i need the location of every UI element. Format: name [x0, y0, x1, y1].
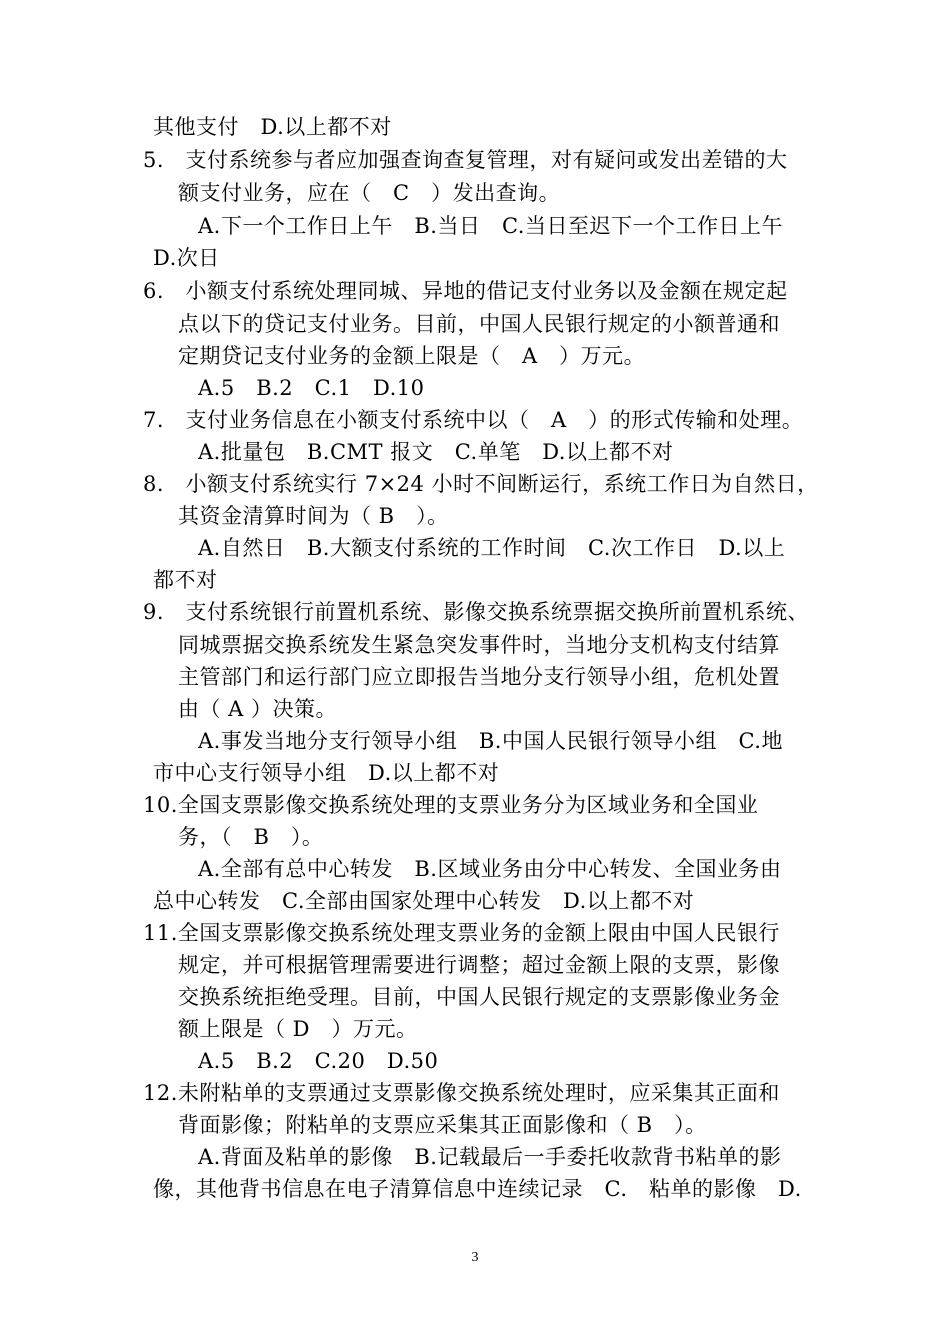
question-7-line-1: 7. 支付业务信息在小额支付系统中以（ A ）的形式传输和处理。 — [143, 408, 804, 432]
question-8-options-cont: 都不对 — [153, 568, 218, 592]
question-8-line-2: 其资金清算时间为（ B ）。 — [178, 504, 449, 528]
question-12-options-cont: 像，其他背书信息在电子清算信息中连续记录 C. 粘单的影像 D. — [153, 1177, 802, 1201]
question-5-line-1: 5. 支付系统参与者应加强查询查复管理，对有疑问或发出差错的大 — [143, 148, 788, 172]
question-5-options: A.下一个工作日上午 B.当日 C.当日至迟下一个工作日上午 — [198, 214, 783, 238]
question-10-options-cont: 总中心转发 C.全部由国家处理中心转发 D.以上都不对 — [153, 889, 695, 913]
question-11-line-3: 交换系统拒绝受理。目前，中国人民银行规定的支票影像业务金 — [178, 985, 780, 1009]
question-9-options: A.事发当地分支行领导小组 B.中国人民银行领导小组 C.地 — [198, 729, 783, 753]
question-12-line-1: 12.未附粘单的支票通过支票影像交换系统处理时，应采集其正面和 — [143, 1081, 780, 1105]
question-6-line-3: 定期贷记支付业务的金额上限是（ A ）万元。 — [178, 344, 646, 368]
question-9-options-cont: 市中心支行领导小组 D.以上都不对 — [153, 761, 500, 785]
question-9-line-3: 主管部门和运行部门应立即报告当地分支行领导小组，危机处置 — [178, 665, 780, 689]
page-number: 3 — [471, 1250, 479, 1265]
question-12-line-2: 背面影像；附粘单的支票应采集其正面影像和（ B ）。 — [178, 1113, 707, 1137]
question-8-options: A.自然日 B.大额支付系统的工作时间 C.次工作日 D.以上 — [198, 536, 786, 560]
question-6-options: A.5 B.2 C.1 D.10 — [198, 376, 425, 400]
question-9-line-1: 9. 支付系统银行前置机系统、影像交换系统票据交换所前置机系统、 — [143, 600, 810, 624]
question-11-options: A.5 B.2 C.20 D.50 — [198, 1049, 439, 1073]
question-6-line-2: 点以下的贷记支付业务。目前，中国人民银行规定的小额普通和 — [178, 312, 780, 336]
question-11-line-4: 额上限是（ D ）万元。 — [178, 1017, 418, 1041]
question-12-options: A.背面及粘单的影像 B.记载最后一手委托收款背书粘单的影 — [198, 1145, 782, 1169]
question-9-line-2: 同城票据交换系统发生紧急突发事件时，当地分支机构支付结算 — [178, 633, 780, 657]
question-6-line-1: 6. 小额支付系统处理同城、异地的借记支付业务以及金额在规定起 — [143, 279, 788, 303]
question-5-line-2: 额支付业务，应在（ C ）发出查询。 — [178, 181, 561, 205]
question-11-line-2: 规定，并可根据管理需要进行调整；超过金额上限的支票，影像 — [178, 953, 780, 977]
question-7-options: A.批量包 B.CMT 报文 C.单笔 D.以上都不对 — [198, 440, 674, 464]
text-line: 其他支付 D.以上都不对 — [153, 115, 392, 139]
question-8-line-1: 8. 小额支付系统实行 7×24 小时不间断运行，系统工作日为自然日， — [143, 472, 819, 496]
question-10-options: A.全部有总中心转发 B.区域业务由分中心转发、全国业务由 — [198, 857, 782, 881]
question-5-options-cont: D.次日 — [153, 246, 220, 270]
question-10-line-1: 10.全国支票影像交换系统处理的支票业务分为区域业务和全国业 — [143, 793, 759, 817]
question-11-line-1: 11.全国支票影像交换系统处理支票业务的金额上限由中国人民银行 — [143, 921, 780, 945]
question-9-line-4: 由（ A ）决策。 — [178, 697, 338, 721]
question-10-line-2: 务，（ B ）。 — [178, 825, 324, 849]
